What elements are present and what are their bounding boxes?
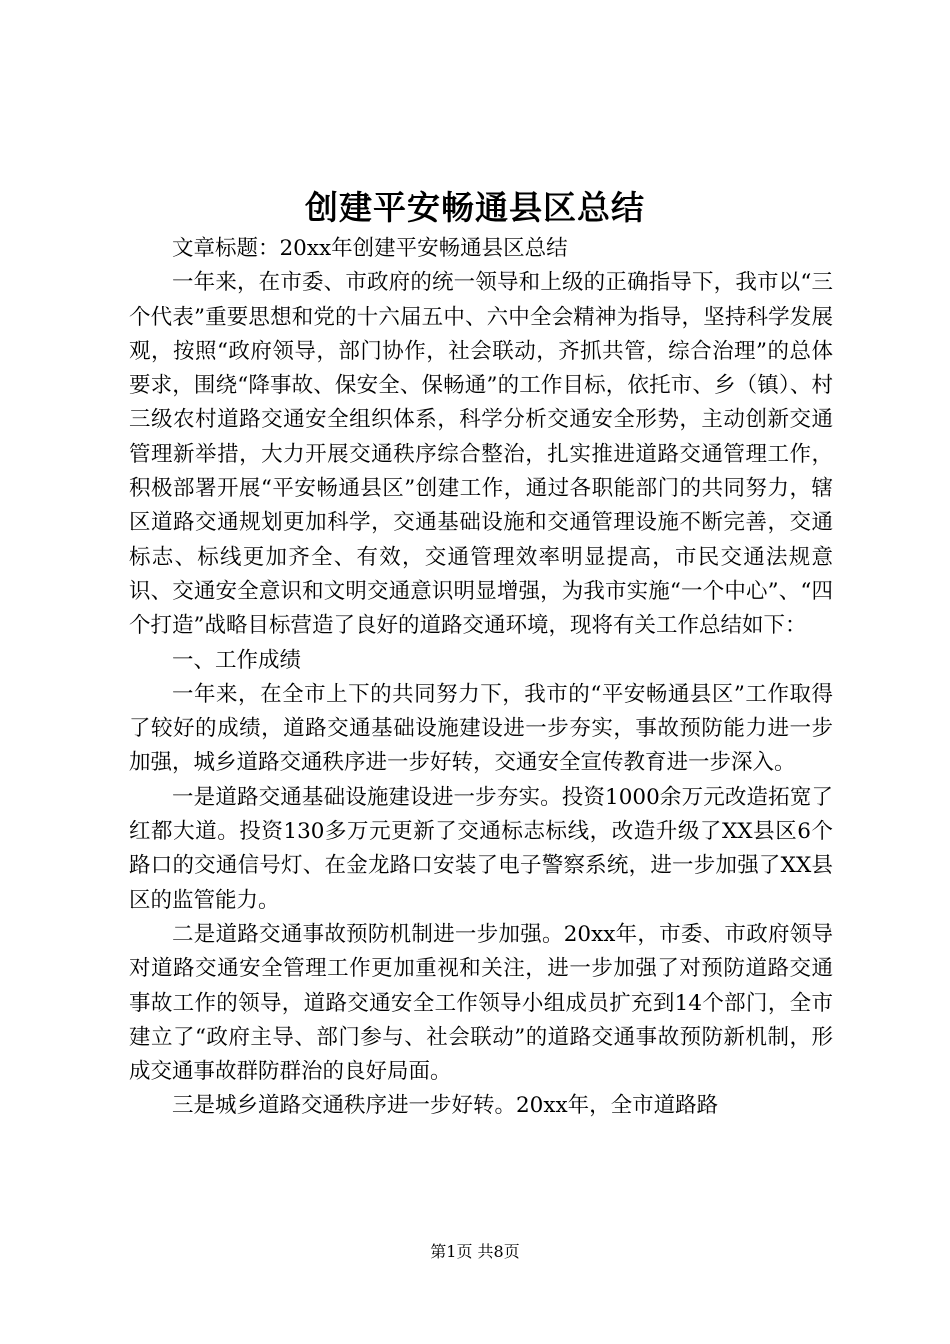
- paragraph-point-two: 二是道路交通事故预防机制进一步加强。20xx年，市委、市政府领导对道路交通安全管理工作更加重视和关注，进一步加强了对预防道路交通事故工作的领导，道路交通安全工作领导小组成员扩充到14个部门，全市建立了“政府主导、部门参与、社会联动”的道路交通事故预防新机制，形成交通事故群防群治的良好局面。: [129, 921, 833, 1085]
- paragraph-point-one: 一是道路交通基础设施建设进一步夯实。投资1000余万元改造拓宽了红都大道。投资130多万元更新了交通标志标线，改造升级了XX县区6个路口的交通信号灯、在金龙路口安装了电子警察系统，进一步加强了XX县区的监管能力。: [129, 784, 833, 913]
- paragraph-achievements: 一年来，在全市上下的共同努力下，我市的“平安畅通县区”工作取得了较好的成绩，道路交通基础设施建设进一步夯实，事故预防能力进一步加强，城乡道路交通秩序进一步好转，交通安全宣传教育进一步深入。: [129, 681, 833, 776]
- paragraph-point-three: 三是城乡道路交通秩序进一步好转。20xx年，全市道路路: [172, 1093, 719, 1119]
- paragraph-intro: 一年来，在市委、市政府的统一领导和上级的正确指导下，我市以“三个代表”重要思想和党的十六届五中、六中全会精神为指导，坚持科学发展观，按照“政府领导，部门协作，社会联动，齐抓共管，综合治理”的总体要求，围绕“降事故、保安全、保畅通”的工作目标，依托市、乡（镇）、村三级农村道路交通安全组织体系，科学分析交通安全形势，主动创新交通管理新举措，大力开展交通秩序综合整治，扎实推进道路交通管理工作，积极部署开展“平安畅通县区”创建工作，通过各职能部门的共同努力，辖区道路交通规划更加科学，交通基础设施和交通管理设施不断完善，交通标志、标线更加齐全、有效，交通管理效率明显提高，市民交通法规意识、交通安全意识和文明交通意识明显增强，为我市实施“一个中心”、“四个打造”战略目标营造了良好的道路交通环境，现将有关工作总结如下：: [129, 270, 833, 639]
- paragraph-article-title: 文章标题：20xx年创建平安畅通县区总结: [172, 236, 568, 261]
- document-body: [129, 232, 833, 1124]
- page-number: 第1页 共8页: [430, 1242, 520, 1261]
- section-heading: 一、工作成绩: [172, 647, 302, 673]
- document-title: 创建平安畅通县区总结: [305, 188, 645, 227]
